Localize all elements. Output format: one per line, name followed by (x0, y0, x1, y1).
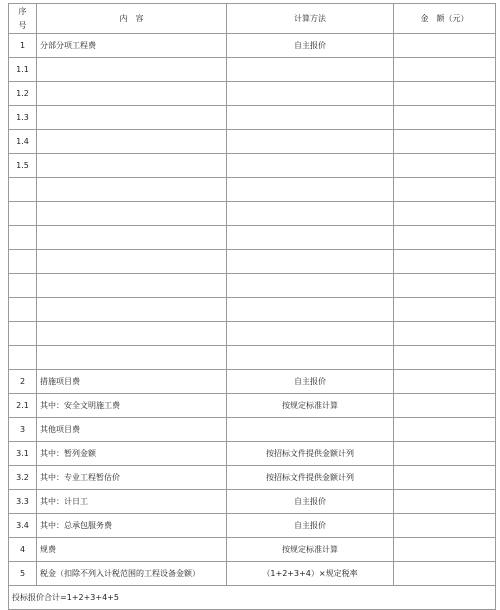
row-content (37, 178, 227, 202)
row-number: 3.2 (9, 466, 37, 490)
table-row (9, 562, 496, 586)
row-number: 1 (9, 34, 37, 58)
table-row (9, 442, 496, 466)
table-row (9, 538, 496, 562)
table-row (9, 346, 496, 370)
header-no-line1: 序 (18, 6, 27, 16)
row-content (37, 322, 227, 346)
row-amount (394, 562, 496, 586)
row-amount (394, 58, 496, 82)
table-row (9, 370, 496, 394)
row-method (227, 322, 394, 346)
table-row (9, 298, 496, 322)
row-amount (394, 274, 496, 298)
row-method: 自主报价 (227, 34, 394, 58)
row-method (227, 178, 394, 202)
row-amount (394, 442, 496, 466)
row-content (37, 346, 227, 370)
table-row (9, 274, 496, 298)
header-method: 计算方法 (227, 4, 394, 34)
row-number: 4 (9, 538, 37, 562)
row-amount (394, 202, 496, 226)
row-amount (394, 322, 496, 346)
row-amount (394, 538, 496, 562)
row-method (227, 298, 394, 322)
row-method (227, 130, 394, 154)
table-row (9, 394, 496, 418)
row-method (227, 106, 394, 130)
row-amount (394, 106, 496, 130)
row-method: 自主报价 (227, 514, 394, 538)
row-content: 其他项目费 (37, 418, 227, 442)
row-content (37, 226, 227, 250)
row-amount (394, 346, 496, 370)
table-row (9, 226, 496, 250)
row-amount (394, 514, 496, 538)
row-content: 税金（扣除不列入计税范围的工程设备金额） (37, 562, 227, 586)
row-number (9, 202, 37, 226)
row-method (227, 346, 394, 370)
row-number: 1.4 (9, 130, 37, 154)
row-method (227, 274, 394, 298)
row-amount (394, 418, 496, 442)
row-content: 其中：安全文明施工费 (37, 394, 227, 418)
row-method: 自主报价 (227, 370, 394, 394)
row-content (37, 130, 227, 154)
row-method (227, 154, 394, 178)
row-method: 按规定标准计算 (227, 394, 394, 418)
footer-row (9, 586, 496, 610)
row-content (37, 82, 227, 106)
table-row (9, 106, 496, 130)
row-number (9, 226, 37, 250)
row-number (9, 346, 37, 370)
row-method: 按招标文件提供金额计列 (227, 466, 394, 490)
total-formula: 投标报价合计=1+2+3+4+5 (9, 586, 496, 610)
table-row (9, 34, 496, 58)
table-row (9, 490, 496, 514)
row-amount (394, 466, 496, 490)
row-number: 2.1 (9, 394, 37, 418)
header-amount: 金 额（元） (394, 4, 496, 34)
row-content (37, 202, 227, 226)
row-amount (394, 394, 496, 418)
row-content (37, 250, 227, 274)
row-number: 5 (9, 562, 37, 586)
row-number: 1.1 (9, 58, 37, 82)
row-number (9, 250, 37, 274)
row-method (227, 82, 394, 106)
row-amount (394, 82, 496, 106)
row-content (37, 106, 227, 130)
row-content: 其中：计日工 (37, 490, 227, 514)
row-amount (394, 370, 496, 394)
row-method: 自主报价 (227, 490, 394, 514)
table-row (9, 202, 496, 226)
row-number: 1.2 (9, 82, 37, 106)
row-number: 3.3 (9, 490, 37, 514)
row-number (9, 274, 37, 298)
row-amount (394, 34, 496, 58)
row-content: 规费 (37, 538, 227, 562)
bid-summary-table (8, 3, 496, 610)
row-content (37, 154, 227, 178)
row-number: 2 (9, 370, 37, 394)
header-row (9, 4, 496, 34)
row-method: 按招标文件提供金额计列 (227, 442, 394, 466)
row-content: 其中：总承包服务费 (37, 514, 227, 538)
row-number (9, 298, 37, 322)
table-row (9, 178, 496, 202)
row-content: 其中：暂列金额 (37, 442, 227, 466)
row-content (37, 298, 227, 322)
row-amount (394, 490, 496, 514)
row-number: 1.5 (9, 154, 37, 178)
row-method (227, 418, 394, 442)
row-number: 3.1 (9, 442, 37, 466)
row-content (37, 274, 227, 298)
table-row (9, 58, 496, 82)
row-method (227, 58, 394, 82)
header-content: 内 容 (37, 4, 227, 34)
row-number (9, 178, 37, 202)
row-number (9, 322, 37, 346)
table-row (9, 418, 496, 442)
row-number: 3.4 (9, 514, 37, 538)
row-method: （1+2+3+4）×规定税率 (227, 562, 394, 586)
table-row (9, 322, 496, 346)
row-amount (394, 250, 496, 274)
row-content: 措施项目费 (37, 370, 227, 394)
bid-summary-sheet (8, 3, 496, 610)
row-method (227, 226, 394, 250)
row-number: 3 (9, 418, 37, 442)
row-amount (394, 130, 496, 154)
table-body (9, 34, 496, 586)
table-row (9, 250, 496, 274)
row-amount (394, 298, 496, 322)
table-row (9, 514, 496, 538)
row-content: 分部分项工程费 (37, 34, 227, 58)
row-content: 其中：专业工程暂估价 (37, 466, 227, 490)
table-row (9, 154, 496, 178)
row-method (227, 250, 394, 274)
row-amount (394, 178, 496, 202)
table-row (9, 82, 496, 106)
row-content (37, 58, 227, 82)
row-amount (394, 226, 496, 250)
table-row (9, 466, 496, 490)
row-amount (394, 154, 496, 178)
header-no (9, 4, 37, 34)
row-method: 按规定标准计算 (227, 538, 394, 562)
row-number: 1.3 (9, 106, 37, 130)
row-method (227, 202, 394, 226)
header-no-line2: 号 (18, 20, 27, 30)
table-row (9, 130, 496, 154)
